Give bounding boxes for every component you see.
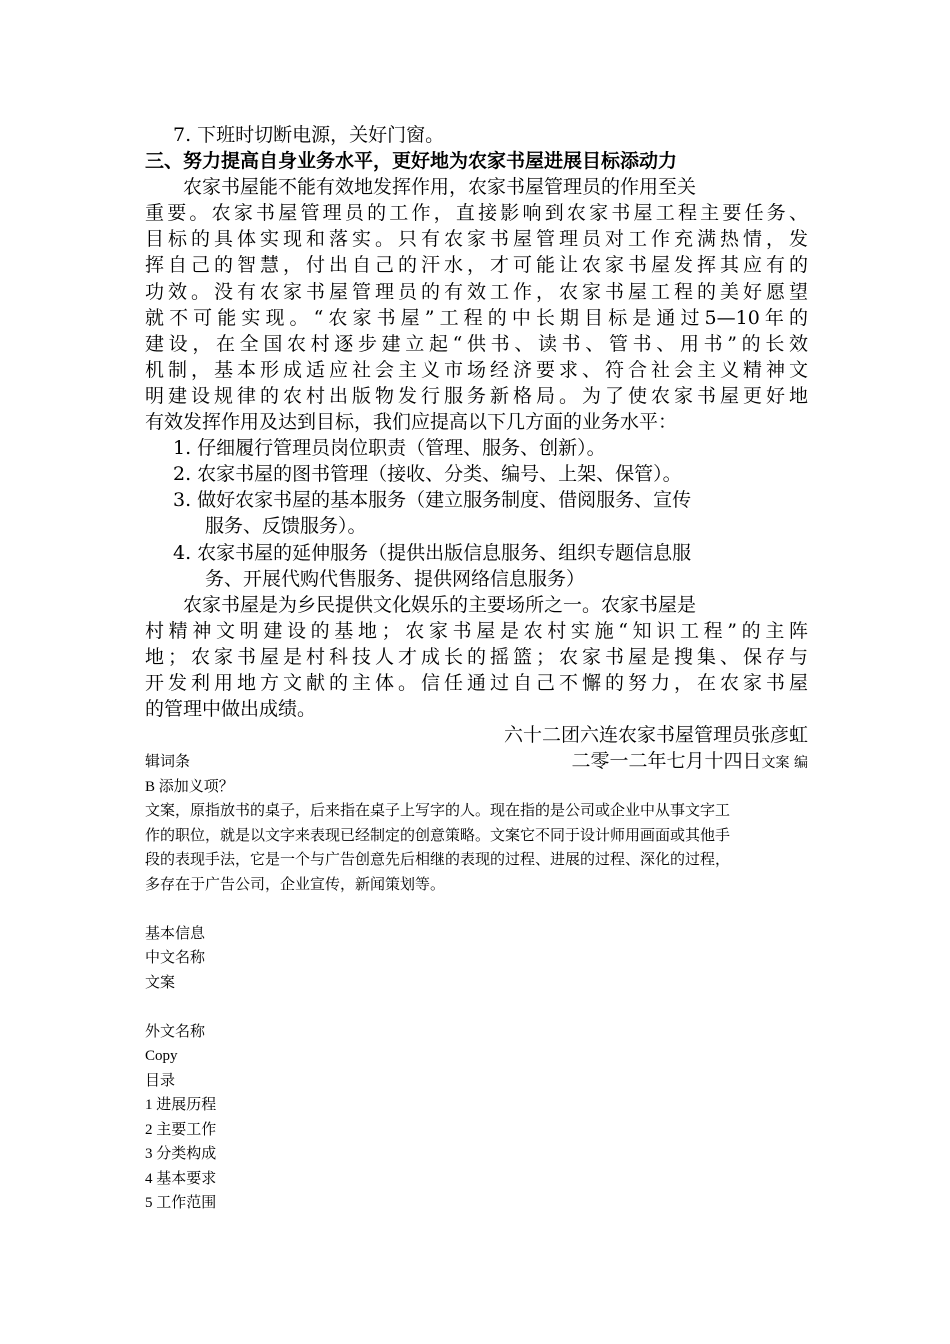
spacer xyxy=(145,897,825,922)
paragraph-line: 村精神文明建设的基地；农家书屋是农村实施“知识工程”的主阵 xyxy=(145,619,808,642)
list-item-4-continued: 务、开展代购代售服务、提供网络信息服务） xyxy=(205,567,586,590)
cn-name-value: 文案 xyxy=(145,974,176,991)
paragraph-line: 的管理中做出成绩。 xyxy=(145,698,317,721)
paragraph-line: 农家书屋是为乡民提供文化娱乐的主要场所之一。农家书屋是 xyxy=(183,593,697,616)
paragraph-line: 农家书屋能不能有效地发挥作用，农家书屋管理员的作用至关 xyxy=(183,176,697,199)
list-item-3: 3. 做好农家书屋的基本服务（建立服务制度、借阅服务、宣传 xyxy=(173,489,692,512)
basic-info-heading: 基本信息 xyxy=(145,925,206,942)
appendix-line: B 添加义项？ xyxy=(145,778,234,795)
paragraph-line: 开发利用地方文献的主体。信任通过自己不懈的努力，在农家书屋 xyxy=(145,671,808,694)
paragraph-2 xyxy=(145,592,808,722)
section-heading-3: 三、努力提高自身业务水平，更好地为农家书屋进展目标添动力 xyxy=(145,150,678,173)
toc-item: 4 基本要求 xyxy=(145,1170,217,1187)
date: 二零一二年七月十四日 xyxy=(571,750,762,773)
definition-line: 段的表现手法，它是一个与广告创意先后相继的表现的过程、进展的过程、深化的过程， xyxy=(145,852,731,868)
spacer xyxy=(145,995,825,1020)
toc-item: 3 分类构成 xyxy=(145,1146,217,1162)
list-item-4: 4. 农家书屋的延伸服务（提供出版信息服务、组织专题信息服 xyxy=(173,541,692,564)
cn-name-label: 中文名称 xyxy=(145,950,206,966)
definition-line: 多存在于广告公司，企业宣传，新闻策划等。 xyxy=(145,876,446,893)
toc-item: 1 进展历程 xyxy=(145,1097,217,1113)
paragraph-line: 目标的具体实现和落实。只有农家书屋管理员对工作充满热情，发 xyxy=(145,228,808,251)
date-suffix: 文案 编 xyxy=(761,755,808,772)
paragraph-line: 明建设规律的农村出版物发行服务新格局。为了使农家书屋更好地 xyxy=(145,384,808,407)
paragraph-line: 就不可能实现。“农家书屋”工程的中长期目标是通过5—10年的 xyxy=(145,306,808,329)
paragraph-line: 建设，在全国农村逐步建立起“供书、读书、管书、用书”的长效 xyxy=(145,332,808,355)
signature: 六十二团六连农家书屋管理员张彦虹 xyxy=(503,724,808,747)
definition-line: 文案，原指放书的桌子，后来指在桌子上写字的人。现在指的是公司或企业中从事文字工 xyxy=(145,803,731,819)
task-list xyxy=(145,435,808,592)
main-text-block xyxy=(145,122,808,776)
paragraph-line: 有效发挥作用及达到目标，我们应提高以下几方面的业务水平： xyxy=(145,411,678,434)
definition-line: 作的职位，就是以文字来表现已经制定的创意策略。文案它不同于设计师用画面或其他手 xyxy=(145,827,731,844)
list-item-2: 2. 农家书屋的图书管理（接收、分类、编号、上架、保管）。 xyxy=(173,463,682,486)
paragraph-1 xyxy=(145,174,808,435)
toc-item: 2 主要工作 xyxy=(145,1121,217,1138)
toc-item: 5 工作范围 xyxy=(145,1195,217,1211)
list-item-1: 1. 仔细履行管理员岗位职责（管理、服务、创新）。 xyxy=(173,437,606,460)
en-name-label: 外文名称 xyxy=(145,1023,206,1040)
appendix-block xyxy=(145,750,825,1216)
paragraph-line: 功效。没有农家书屋管理员的有效工作，农家书屋工程的美好愿望 xyxy=(145,280,808,303)
toc-heading: 目录 xyxy=(145,1072,176,1089)
appendix-line: 辑词条 xyxy=(145,754,191,770)
paragraph-line: 挥自己的智慧，付出自己的汗水，才可能让农家书屋发挥其应有的 xyxy=(145,254,808,277)
paragraph-line: 地；农家书屋是村科技人才成长的摇篮；农家书屋是搜集、保存与 xyxy=(145,645,808,668)
list-item-7: 7. 下班时切断电源，关好门窗。 xyxy=(173,124,445,146)
paragraph-line: 重要。农家书屋管理员的工作，直接影响到农家书屋工程主要任务、 xyxy=(145,202,808,225)
list-item-3-continued: 服务、反馈服务）。 xyxy=(205,515,367,538)
en-name-value: Copy xyxy=(145,1048,178,1064)
paragraph-line: 机制，基本形成适应社会主义市场经济要求、符合社会主义精神文 xyxy=(145,358,808,381)
